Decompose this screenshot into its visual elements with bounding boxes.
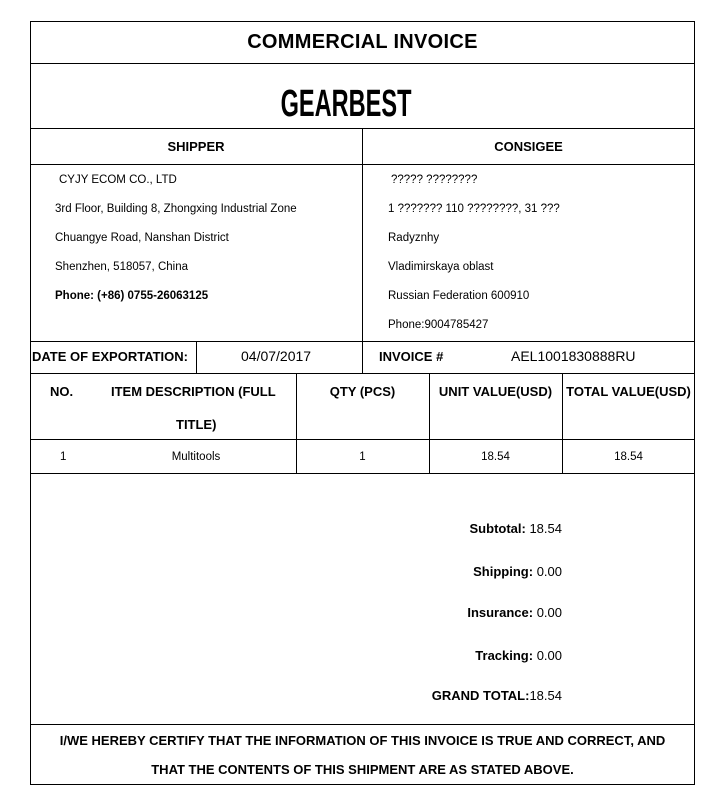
consignee-address-line: Vladimirskaya oblast — [388, 261, 494, 273]
divider — [30, 724, 695, 725]
divider — [362, 128, 363, 373]
date-of-exportation-label: DATE OF EXPORTATION: — [32, 349, 188, 364]
divider — [30, 373, 695, 374]
row-qty: 1 — [359, 451, 366, 463]
consignee-name: ????? ???????? — [391, 174, 478, 186]
logo-text: GEARBEST — [280, 81, 412, 125]
tracking — [262, 648, 562, 663]
tracking-value: 0.00 — [533, 648, 562, 663]
divider — [30, 439, 695, 440]
subtotal-value: 18.54 — [525, 521, 562, 536]
divider — [30, 63, 695, 64]
subtotal — [262, 521, 562, 536]
insurance-label: Insurance: — [467, 605, 534, 620]
shipper-phone: Phone: (+86) 0755-26063125 — [55, 290, 209, 302]
col-header-qty: QTY (PCS) — [329, 384, 396, 399]
divider — [196, 341, 197, 373]
gearbest-logo — [280, 81, 412, 125]
page-title: COMMERCIAL INVOICE — [247, 31, 478, 53]
shipper-address-line: 3rd Floor, Building 8, Zhongxing Industrial Zone — [55, 203, 297, 215]
col-header-description-cont: TITLE) — [176, 417, 217, 432]
col-header-total-value: TOTAL VALUE(USD) — [566, 384, 691, 399]
invoice-number-value: AEL1001830888RU — [511, 348, 636, 364]
insurance — [262, 605, 562, 620]
col-header-no: NO. — [50, 384, 74, 399]
consignee-address-line: Radyznhy — [388, 232, 440, 244]
shipper-company: CYJY ECOM CO., LTD — [59, 174, 177, 186]
col-header-unit-value: UNIT VALUE(USD) — [438, 384, 553, 399]
shipping-value: 0.00 — [533, 564, 562, 579]
consignee-address-line: Russian Federation 600910 — [388, 290, 530, 302]
shipper-header: SHIPPER — [167, 139, 225, 154]
row-no: 1 — [60, 451, 67, 463]
shipper-address-line: Chuangye Road, Nanshan District — [55, 232, 229, 244]
grand-total-value: 18.54 — [529, 688, 562, 703]
grand-total-label: GRAND TOTAL: — [431, 688, 530, 703]
certification-line-2: THAT THE CONTENTS OF THIS SHIPMENT ARE AS STATED ABOVE. — [151, 762, 574, 777]
col-header-description: ITEM DESCRIPTION (FULL — [111, 384, 276, 399]
invoice-number-label: INVOICE # — [379, 349, 444, 364]
shipping-label: Shipping: — [473, 564, 534, 579]
consignee-phone: Phone:9004785427 — [388, 319, 489, 331]
consignee-address-line: 1 ??????? 110 ????????, 31 ??? — [388, 203, 560, 215]
subtotal-label: Subtotal: — [469, 521, 526, 536]
divider — [30, 473, 695, 474]
shipping — [262, 564, 562, 579]
date-of-exportation-value: 04/07/2017 — [241, 348, 312, 364]
shipper-address-line: Shenzhen, 518057, China — [55, 261, 188, 273]
grand-total — [262, 688, 562, 703]
row-description: Multitools — [171, 451, 221, 463]
row-unit-value: 18.54 — [481, 451, 510, 463]
consignee-header: CONSIGEE — [494, 139, 563, 154]
row-total-value: 18.54 — [614, 451, 643, 463]
insurance-value: 0.00 — [533, 605, 562, 620]
tracking-label: Tracking: — [475, 648, 534, 663]
certification-line-1: I/WE HEREBY CERTIFY THAT THE INFORMATION OF THIS INVOICE IS TRUE AND CORRECT, AND — [59, 733, 666, 748]
